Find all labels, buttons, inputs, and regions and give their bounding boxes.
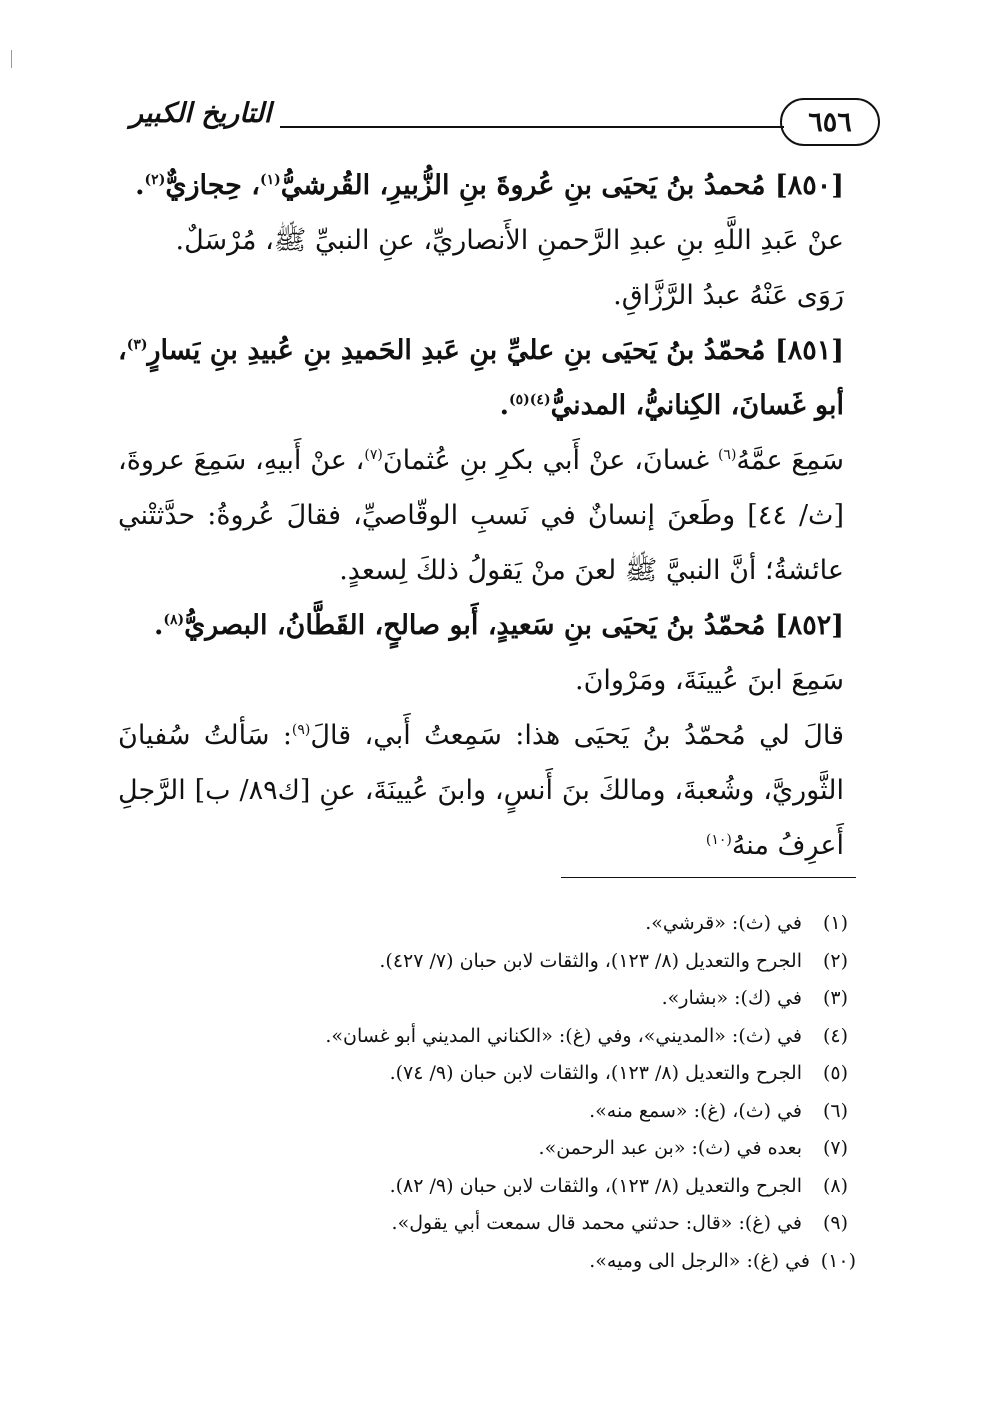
footnote-number: (٥) xyxy=(822,1062,848,1084)
footnote-text: بعده في (ث): «بن عبد الرحمن». xyxy=(538,1137,802,1159)
footnote-ref[interactable]: (١٠) xyxy=(705,832,732,848)
footnote-number: (٩) xyxy=(822,1212,848,1234)
footnote-text: في (ث): «قرشي». xyxy=(645,912,802,934)
footnote-ref[interactable]: (٧) xyxy=(364,447,383,463)
footnote-number: (١) xyxy=(822,912,848,934)
footnote-ref[interactable]: (٤)(٥) xyxy=(509,392,551,408)
footnote-number: (٨) xyxy=(822,1174,848,1197)
footnote-number: (٦) xyxy=(822,1099,848,1122)
footnote-item xyxy=(156,1055,856,1093)
footnote-ref[interactable]: (٨) xyxy=(163,612,185,628)
footnote-ref[interactable]: (٦) xyxy=(717,447,737,463)
entry-851-title: [٨٥١] مُحمّدُ بنُ يَحيَى بنِ عليِّ بنِ عَبدِ الحَميدِ بنِ عُبيدِ بنِ يَسارٍ$^{(٣)}$، أبو غَسانَ، الكِنانيُّ، المدنيُّ$^{(٤)(٥)}$. xyxy=(118,335,844,421)
margin-mark xyxy=(11,50,12,68)
entry-851-body: سَمِعَ عمَّهُ$^{(٦)}$ غسانَ، عنْ أَبي بكرِ بنِ عُثمانَ$^{(٧)}$، عنْ أَبيهِ، سَمِعَ عروةَ، [ث/ ٤٤] وطَعنَ إنسانٌ في نَسبِ الوقّاصيِّ، فقالَ عُروةُ: حدَّثتْني عائشةُ؛ أنَّ النبيَّ ﷺ لعنَ منْ يَقولُ ذلكَ لِسعدٍ. xyxy=(118,445,844,586)
footnote-text: في (ث)، (غ): «سمع منه». xyxy=(589,1099,802,1122)
entry-850-line: عنْ عَبدِ اللَّهِ بنِ عبدِ الرَّحمنِ الأَنصاريِّ، عنِ النبيِّ ﷺ، مُرْسَلٌ. xyxy=(175,225,844,256)
footnote-number: (٧) xyxy=(822,1137,848,1159)
footnote-text: في (ث): «المديني»، وفي (غ): «الكناني المديني أبو غسان». xyxy=(325,1024,802,1047)
footnote-number: (١٠) xyxy=(820,1249,856,1272)
page-number: ٦٥٦ xyxy=(780,98,880,146)
footnote-text: في (غ): «الرجل الى وميه». xyxy=(589,1249,810,1272)
footnote-text: الجرح والتعديل (٨/ ١٢٣)، والثقات لابن حبان (٧/ ٤٢٧). xyxy=(379,949,802,972)
entry-850-line: رَوَى عَنْهُ عبدُ الرَّزَّاقِ. xyxy=(613,280,844,311)
footnote-item xyxy=(156,1018,856,1056)
footnote-separator xyxy=(561,877,856,878)
entry-852-title: [٨٥٢] مُحمّدُ بنُ يَحيَى بنِ سَعيدٍ، أَبو صالحٍ، القَطَّانُ، البصريُّ$^{(٨)}$. xyxy=(153,610,844,641)
footnote-text: الجرح والتعديل (٨/ ١٢٣)، والثقات لابن حبان (٩/ ٨٢). xyxy=(389,1174,802,1197)
footnote-item xyxy=(156,1243,856,1281)
book-title: التاريخ الكبير xyxy=(130,98,272,129)
footnote-item xyxy=(156,1168,856,1206)
footnote-text: الجرح والتعديل (٨/ ١٢٣)، والثقات لابن حبان (٩/ ٧٤). xyxy=(389,1062,802,1084)
footnote-item xyxy=(156,943,856,981)
footnote-ref[interactable]: (٩) xyxy=(291,722,311,738)
footnote-number: (٢) xyxy=(822,949,848,972)
footnote-number: (٣) xyxy=(822,987,848,1009)
footnote-text: في (غ): «قال: حدثني محمد قال سمعت أبي يقول». xyxy=(391,1212,802,1234)
entry-852-body: قالَ لي مُحمّدُ بنُ يَحيَى هذا: سَمِعتُ أَبي، قالَ$^{(٩)}$: سَألتُ سُفيانَ الثَّوريَّ، وشُعبةَ، ومالكَ بنَ أَنسٍ، وابنَ عُيينَةَ، عنِ [ك٨٩/ ب] الرَّجلِ أَعرِفُ منهُ$^{(١٠)}$ xyxy=(118,720,844,861)
footnote-item xyxy=(156,980,856,1018)
footnote-item xyxy=(156,905,856,943)
main-text xyxy=(118,158,878,873)
header-rule xyxy=(280,126,784,128)
footnote-item xyxy=(156,1130,856,1168)
footnote-ref[interactable]: (١) xyxy=(259,172,281,188)
footnote-item xyxy=(156,1205,856,1243)
page-header xyxy=(130,96,880,146)
footnote-ref[interactable]: (٣) xyxy=(126,337,148,353)
footnote-ref[interactable]: (٢) xyxy=(144,172,166,188)
footnote-number: (٤) xyxy=(822,1024,848,1047)
footnote-text: في (ك): «بشار». xyxy=(661,987,802,1009)
footnotes xyxy=(156,905,856,1280)
entry-852-line: سَمِعَ ابنَ عُيينَةَ، ومَرْوانَ. xyxy=(574,665,844,696)
entry-850-title: [٨٥٠] مُحمدُ بنُ يَحيَى بنِ عُروةَ بنِ الزُّبيرِ، القُرشيُّ$^{(١)}$، حِجازيٌّ$^{(٢)}$. xyxy=(135,170,844,201)
footnote-item xyxy=(156,1093,856,1131)
